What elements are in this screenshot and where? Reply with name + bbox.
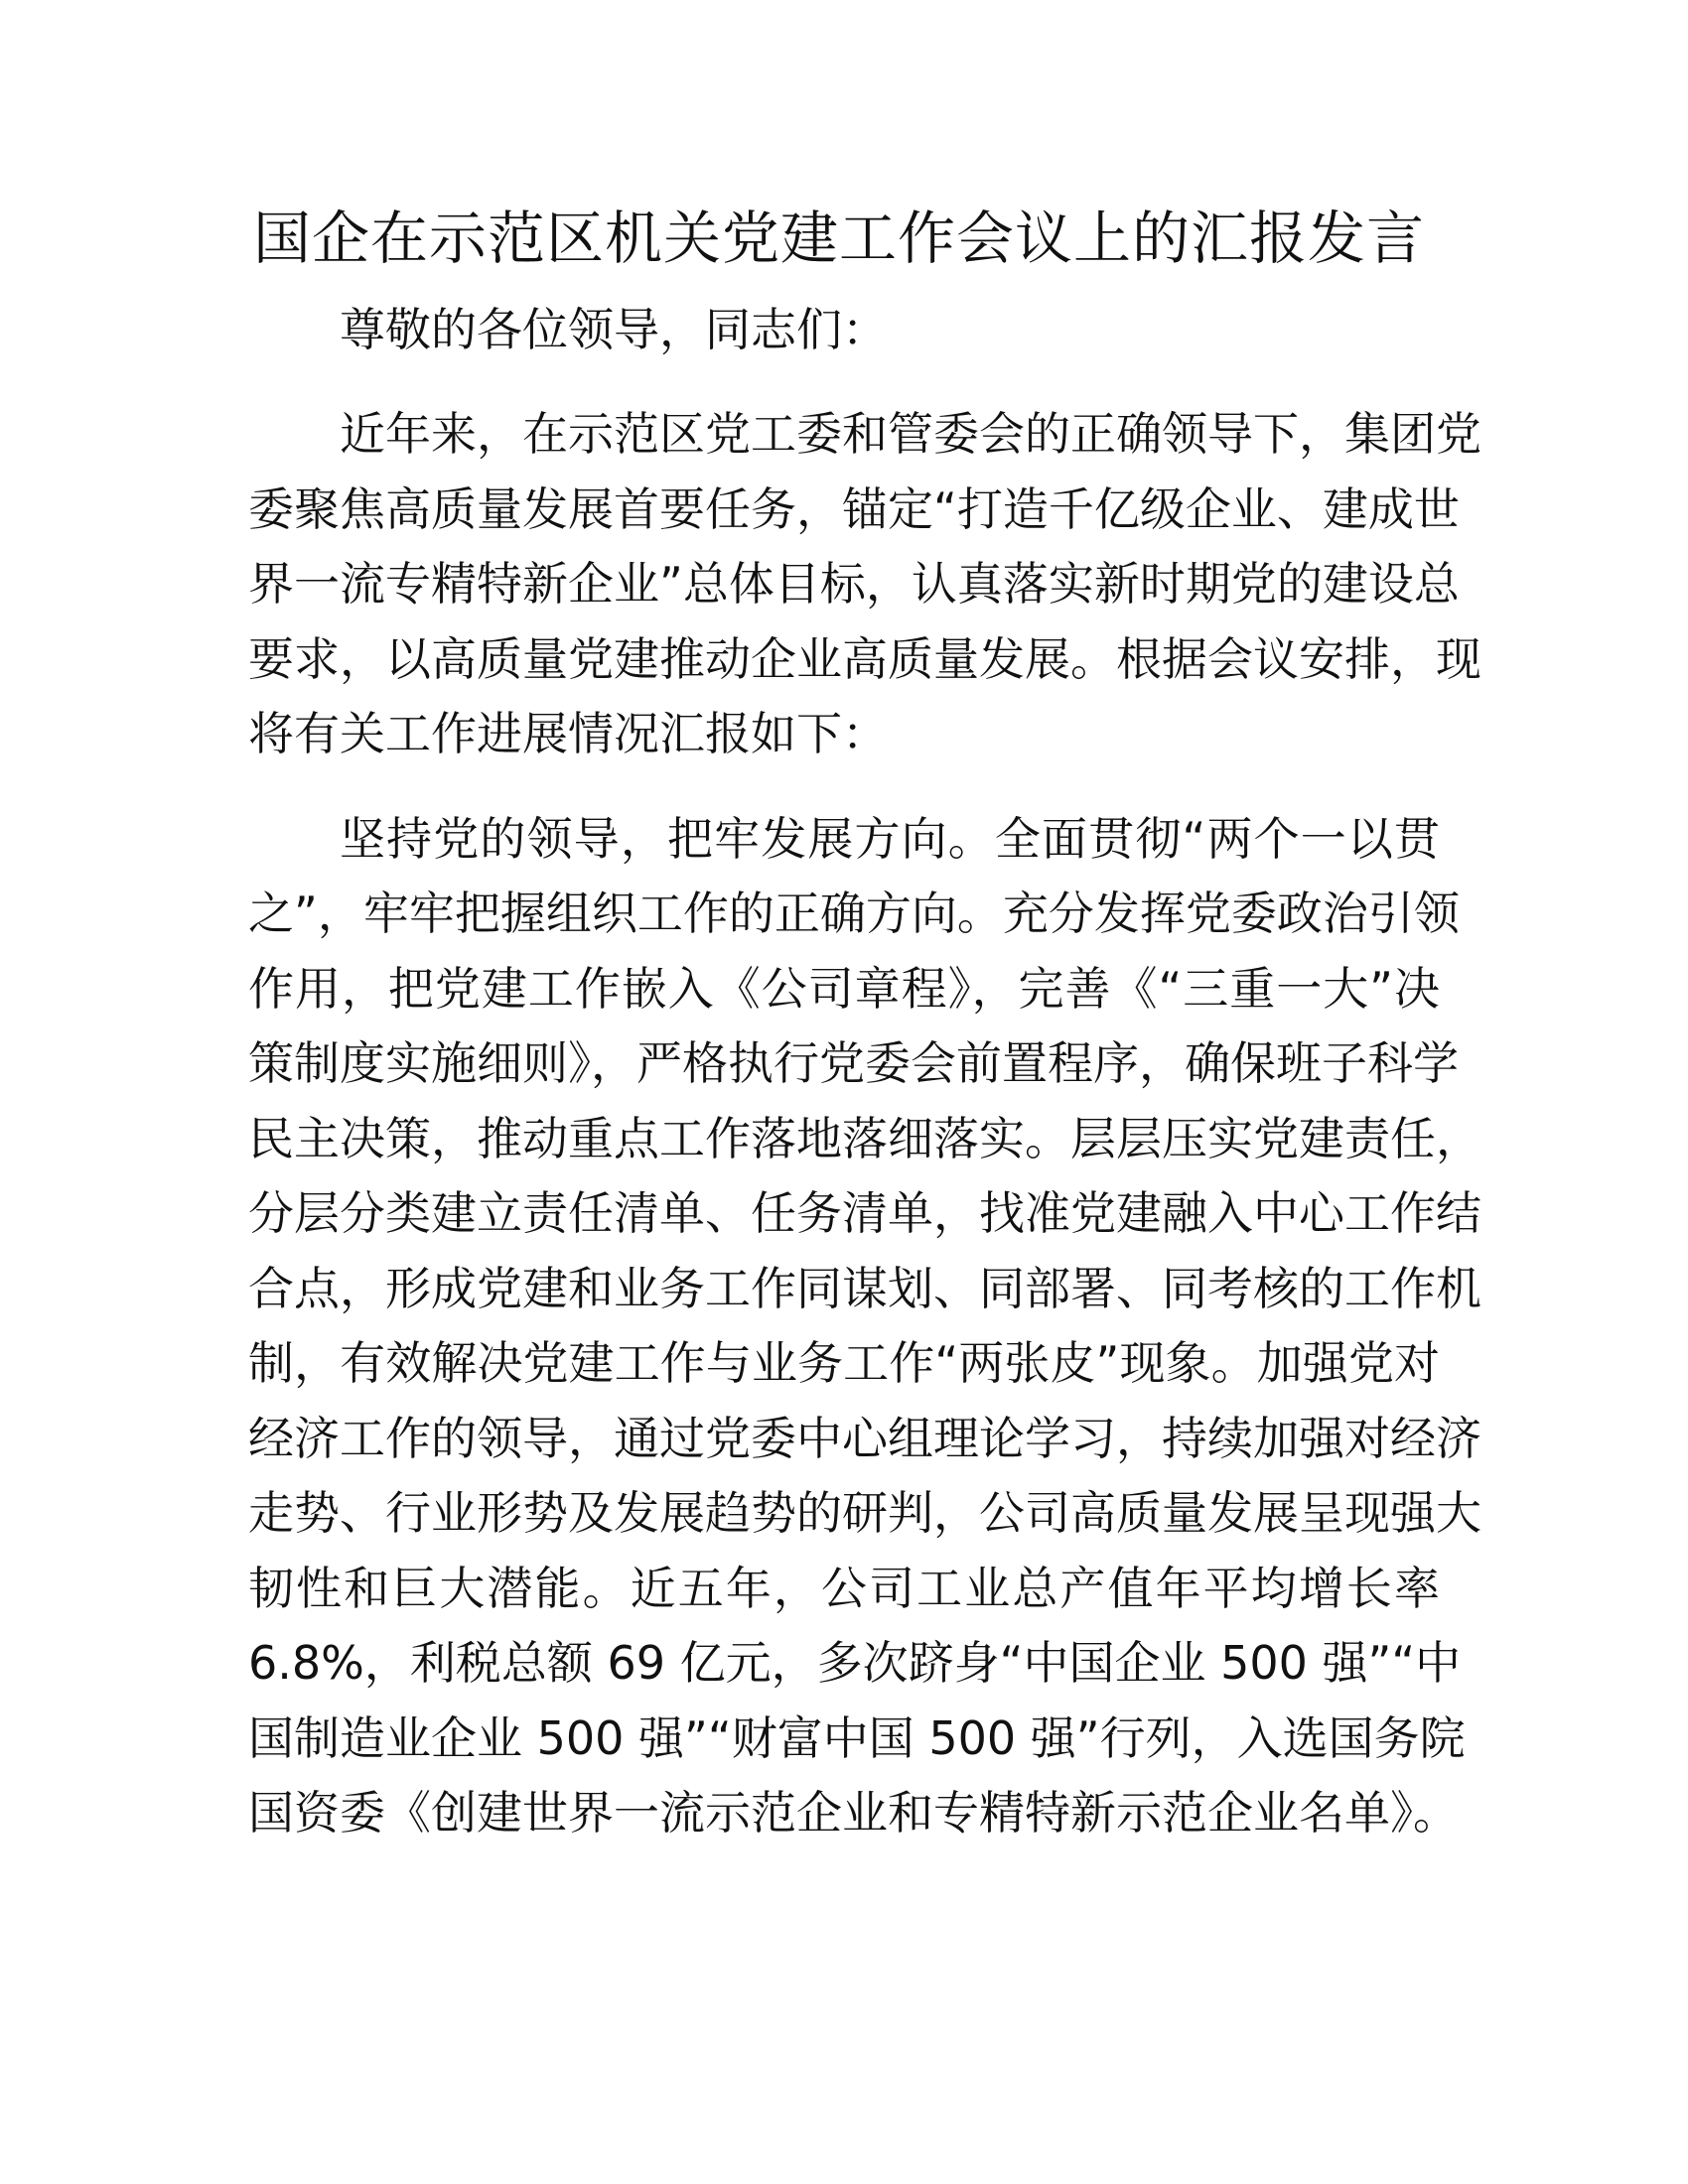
paragraph-party-leadership [248, 802, 1481, 1851]
document-title: 国企在示范区机关党建工作会议上的汇报发言 [252, 205, 1425, 272]
paragraph-line: 近年来，在示范区党工委和管委会的正确领导下，集团党 [340, 407, 1481, 461]
paragraph-line: 作用，把党建工作嵌入《公司章程》，完善《“三重一大”决 [248, 961, 1440, 1016]
paragraph-line: 合点，形成党建和业务工作同谋划、同部署、同考核的工作机 [248, 1261, 1481, 1315]
paragraph-line: 要求，以高质量党建推动企业高质量发展。根据会议安排，现 [248, 631, 1481, 686]
paragraph-line: 策制度实施细则》，严格执行党委会前置程序，确保班子科学 [248, 1036, 1459, 1090]
paragraph-line: 民主决策，推动重点工作落地落细落实。层层压实党建责任， [248, 1111, 1481, 1165]
paragraph-line: 6.8%，利税总额 69 亿元，多次跻身“中国企业 500 强”“中 [248, 1636, 1462, 1690]
paragraph-line: 坚持党的领导，把牢发展方向。全面贯彻“两个一以贯 [340, 811, 1440, 866]
paragraph-line: 界一流专精特新企业”总体目标，认真落实新时期党的建设总 [248, 557, 1460, 611]
document-page [248, 199, 1481, 1851]
paragraph-line: 走势、行业形势及发展趋势的研判，公司高质量发展呈现强大 [248, 1486, 1481, 1540]
paragraph-line: 将有关工作进展情况汇报如下： [248, 707, 888, 760]
paragraph-intro [248, 397, 1481, 772]
paragraph-line: 委聚焦高质量发展首要任务，锚定“打造千亿级企业、建成世 [248, 481, 1460, 536]
paragraph-line: 分层分类建立责任清单、任务清单，找准党建融入中心工作结 [248, 1186, 1481, 1240]
paragraph-line: 国资委《创建世界一流示范企业和专精特新示范企业名单》。 [248, 1786, 1459, 1840]
paragraph-line: 之”，牢牢把握组织工作的正确方向。充分发挥党委政治引领 [248, 887, 1460, 940]
paragraph-line: 经济工作的领导，通过党委中心组理论学习，持续加强对经济 [248, 1411, 1481, 1465]
paragraph-line: 制，有效解决党建工作与业务工作“两张皮”现象。加强党对 [248, 1336, 1440, 1390]
paragraph-line: 国制造业企业 500 强”“财富中国 500 强”行列，入选国务院 [248, 1710, 1466, 1765]
paragraph-line: 韧性和巨大潜能。近五年，公司工业总产值年平均增长率 [248, 1561, 1440, 1615]
salutation: 尊敬的各位领导，同志们： [340, 303, 888, 356]
